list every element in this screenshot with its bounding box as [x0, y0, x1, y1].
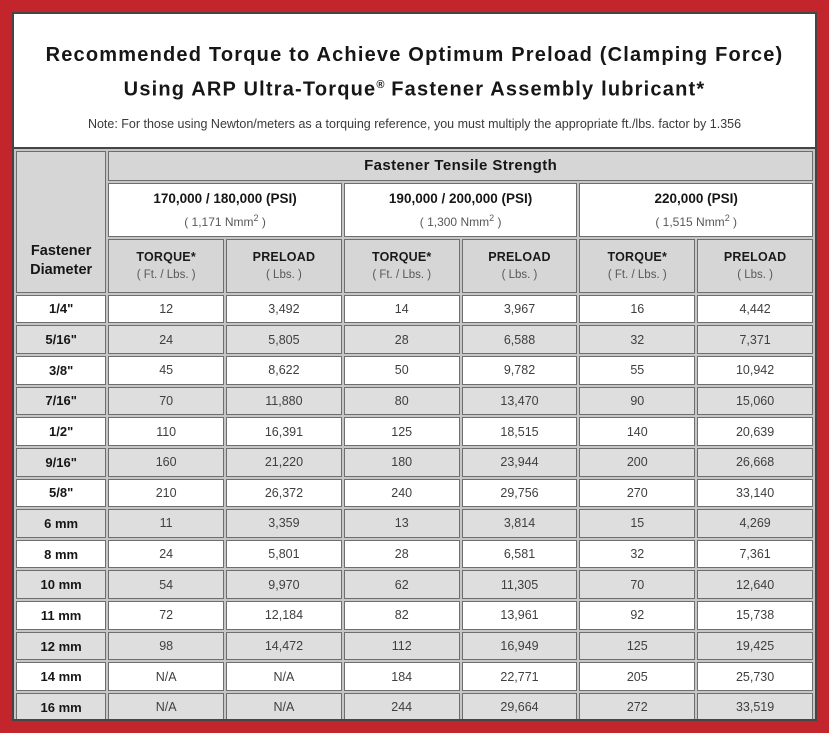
preload-cell: 11,880	[226, 387, 342, 416]
torque-cell: 205	[579, 662, 695, 691]
preload-cell: 18,515	[462, 417, 578, 446]
torque-cell: 13	[344, 509, 460, 538]
preload-cell: 13,470	[462, 387, 578, 416]
registered-trademark-symbol: ®	[376, 79, 385, 91]
document-sheet	[12, 12, 817, 721]
torque-cell: 140	[579, 417, 695, 446]
diameter-cell: 5/8"	[16, 479, 106, 508]
torque-label: TORQUE*	[136, 250, 196, 265]
torque-cell: 28	[344, 540, 460, 569]
preload-cell: 3,492	[226, 295, 342, 324]
torque-cell: 11	[108, 509, 224, 538]
preload-cell: 5,801	[226, 540, 342, 569]
torque-cell: 200	[579, 448, 695, 477]
tensile-strength-header: Fastener Tensile Strength	[108, 151, 813, 181]
torque-cell: 125	[579, 632, 695, 661]
torque-cell: 240	[344, 479, 460, 508]
torque-column-header	[108, 239, 224, 293]
torque-cell: N/A	[108, 693, 224, 721]
table-row	[16, 662, 813, 691]
preload-cell: N/A	[226, 662, 342, 691]
torque-cell: 210	[108, 479, 224, 508]
preload-cell: 4,269	[697, 509, 813, 538]
table-row	[16, 387, 813, 416]
diameter-header-line2: Diameter	[30, 261, 93, 278]
preload-cell: 16,949	[462, 632, 578, 661]
torque-cell: 32	[579, 540, 695, 569]
table-row	[16, 693, 813, 721]
preload-cell: 29,756	[462, 479, 578, 508]
torque-cell: 50	[344, 356, 460, 385]
preload-cell: 25,730	[697, 662, 813, 691]
nmm-text: ( 1,300 Nmm	[419, 214, 490, 229]
torque-cell: 92	[579, 601, 695, 630]
diameter-header-line1: Fastener	[30, 242, 92, 259]
preload-label: PRELOAD	[252, 250, 316, 265]
preload-cell: 26,372	[226, 479, 342, 508]
table-row	[16, 601, 813, 630]
preload-cell: 19,425	[697, 632, 813, 661]
preload-cell: 12,640	[697, 570, 813, 599]
preload-cell: 7,371	[697, 325, 813, 354]
torque-cell: 70	[579, 570, 695, 599]
diameter-cell: 3/8"	[16, 356, 106, 385]
torque-unit: ( Ft. / Lbs. )	[136, 269, 196, 282]
diameter-cell: 16 mm	[16, 693, 106, 721]
diameter-cell: 10 mm	[16, 570, 106, 599]
nmm-rating	[111, 213, 339, 229]
diameter-cell: 11 mm	[16, 601, 106, 630]
diameter-cell: 9/16"	[16, 448, 106, 477]
torque-cell: 70	[108, 387, 224, 416]
tensile-strength-row	[16, 151, 813, 181]
table-row	[16, 325, 813, 354]
table-row	[16, 417, 813, 446]
diameter-cell: 7/16"	[16, 387, 106, 416]
psi-group-header-190	[344, 183, 578, 237]
preload-cell: 5,805	[226, 325, 342, 354]
nmm-superscript: 2	[489, 212, 495, 223]
preload-cell: 10,942	[697, 356, 813, 385]
preload-cell: 33,140	[697, 479, 813, 508]
preload-unit: ( Lbs. )	[737, 269, 773, 282]
torque-cell: 80	[344, 387, 460, 416]
nmm-close: )	[258, 214, 266, 229]
torque-cell: 272	[579, 693, 695, 721]
torque-cell: N/A	[108, 662, 224, 691]
nmm-close: )	[729, 214, 738, 229]
table-row	[16, 540, 813, 569]
preload-cell: 15,738	[697, 601, 813, 630]
diameter-cell: 1/4"	[16, 295, 106, 324]
preload-cell: 4,442	[697, 295, 813, 324]
preload-cell: 16,391	[226, 417, 342, 446]
torque-cell: 160	[108, 448, 224, 477]
torque-cell: 24	[108, 325, 224, 354]
table-row	[16, 509, 813, 538]
torque-cell: 55	[579, 356, 695, 385]
torque-cell: 244	[344, 693, 460, 721]
torque-cell: 14	[344, 295, 460, 324]
preload-column-header	[462, 239, 578, 293]
preload-cell: 15,060	[697, 387, 813, 416]
preload-cell: 14,472	[226, 632, 342, 661]
preload-cell: 6,588	[462, 325, 578, 354]
nmm-close: )	[494, 214, 502, 229]
torque-label: TORQUE*	[607, 250, 668, 265]
nmm-text: ( 1,171 Nmm	[184, 214, 254, 229]
torque-cell: 62	[344, 570, 460, 599]
preload-cell: 21,220	[226, 448, 342, 477]
torque-cell: 184	[344, 662, 460, 691]
psi-group-header-170	[108, 183, 342, 237]
preload-cell: 6,581	[462, 540, 578, 569]
preload-cell: 3,814	[462, 509, 578, 538]
preload-label: PRELOAD	[488, 250, 551, 265]
psi-rating: 220,000 (PSI)	[654, 190, 738, 206]
nmm-text: ( 1,515 Nmm	[655, 214, 725, 229]
diameter-cell: 6 mm	[16, 509, 106, 538]
torque-cell: 82	[344, 601, 460, 630]
torque-column-header	[579, 239, 695, 293]
preload-column-header	[226, 239, 342, 293]
preload-cell: 33,519	[697, 693, 813, 721]
preload-cell: N/A	[226, 693, 342, 721]
diameter-cell: 8 mm	[16, 540, 106, 569]
torque-cell: 98	[108, 632, 224, 661]
preload-cell: 22,771	[462, 662, 578, 691]
torque-cell: 45	[108, 356, 224, 385]
table-row	[16, 356, 813, 385]
preload-label: PRELOAD	[723, 250, 787, 265]
nmm-rating	[582, 213, 810, 229]
torque-cell: 125	[344, 417, 460, 446]
preload-unit: ( Lbs. )	[266, 269, 302, 282]
preload-unit: ( Lbs. )	[501, 269, 538, 282]
torque-cell: 180	[344, 448, 460, 477]
torque-cell: 270	[579, 479, 695, 508]
psi-group-header-220	[579, 183, 813, 237]
table-row	[16, 632, 813, 661]
title-line2-prefix: Using ARP Ultra-Torque	[123, 78, 377, 101]
preload-cell: 3,967	[462, 295, 578, 324]
psi-rating: 170,000 / 180,000 (PSI)	[153, 190, 297, 206]
torque-label: TORQUE*	[371, 250, 432, 265]
diameter-cell: 5/16"	[16, 325, 106, 354]
torque-cell: 54	[108, 570, 224, 599]
diameter-cell: 1/2"	[16, 417, 106, 446]
torque-cell: 12	[108, 295, 224, 324]
diameter-column-header	[16, 151, 106, 293]
torque-cell: 72	[108, 601, 224, 630]
preload-cell: 13,961	[462, 601, 578, 630]
diameter-cell: 12 mm	[16, 632, 106, 661]
preload-cell: 9,970	[226, 570, 342, 599]
torque-cell: 28	[344, 325, 460, 354]
torque-column-header	[344, 239, 460, 293]
preload-cell: 29,664	[462, 693, 578, 721]
preload-cell: 3,359	[226, 509, 342, 538]
title-block	[14, 14, 815, 132]
preload-cell: 23,944	[462, 448, 578, 477]
units-row	[16, 239, 813, 293]
table-row	[16, 570, 813, 599]
psi-rating: 190,000 / 200,000 (PSI)	[388, 190, 533, 206]
torque-unit: ( Ft. / Lbs. )	[372, 269, 432, 282]
torque-cell: 110	[108, 417, 224, 446]
nmm-rating	[347, 213, 575, 229]
torque-table	[14, 147, 815, 721]
torque-table-body	[16, 295, 813, 721]
torque-cell: 24	[108, 540, 224, 569]
torque-cell: 15	[579, 509, 695, 538]
table-row	[16, 448, 813, 477]
nmm-superscript: 2	[253, 212, 259, 223]
preload-cell: 20,639	[697, 417, 813, 446]
preload-cell: 11,305	[462, 570, 578, 599]
diameter-cell: 14 mm	[16, 662, 106, 691]
preload-cell: 12,184	[226, 601, 342, 630]
torque-cell: 90	[579, 387, 695, 416]
preload-cell: 26,668	[697, 448, 813, 477]
title-line2-suffix: Fastener Assembly lubricant*	[384, 78, 706, 101]
torque-cell: 112	[344, 632, 460, 661]
torque-cell: 32	[579, 325, 695, 354]
page-title-line1: Recommended Torque to Achieve Optimum Preload (Clamping Force)	[45, 44, 784, 66]
nmm-superscript: 2	[724, 212, 730, 223]
preload-cell: 8,622	[226, 356, 342, 385]
page-title-line2	[14, 70, 815, 105]
preload-column-header	[697, 239, 813, 293]
preload-cell: 9,782	[462, 356, 578, 385]
preload-cell: 7,361	[697, 540, 813, 569]
table-row	[16, 479, 813, 508]
torque-unit: ( Ft. / Lbs. )	[607, 269, 667, 282]
table-row	[16, 295, 813, 324]
psi-group-row	[16, 183, 813, 237]
torque-cell: 16	[579, 295, 695, 324]
note-text: Note: For those using Newton/meters as a torquing reference, you must multiply the appropriate ft./lbs. factor by 1.356	[87, 116, 742, 131]
